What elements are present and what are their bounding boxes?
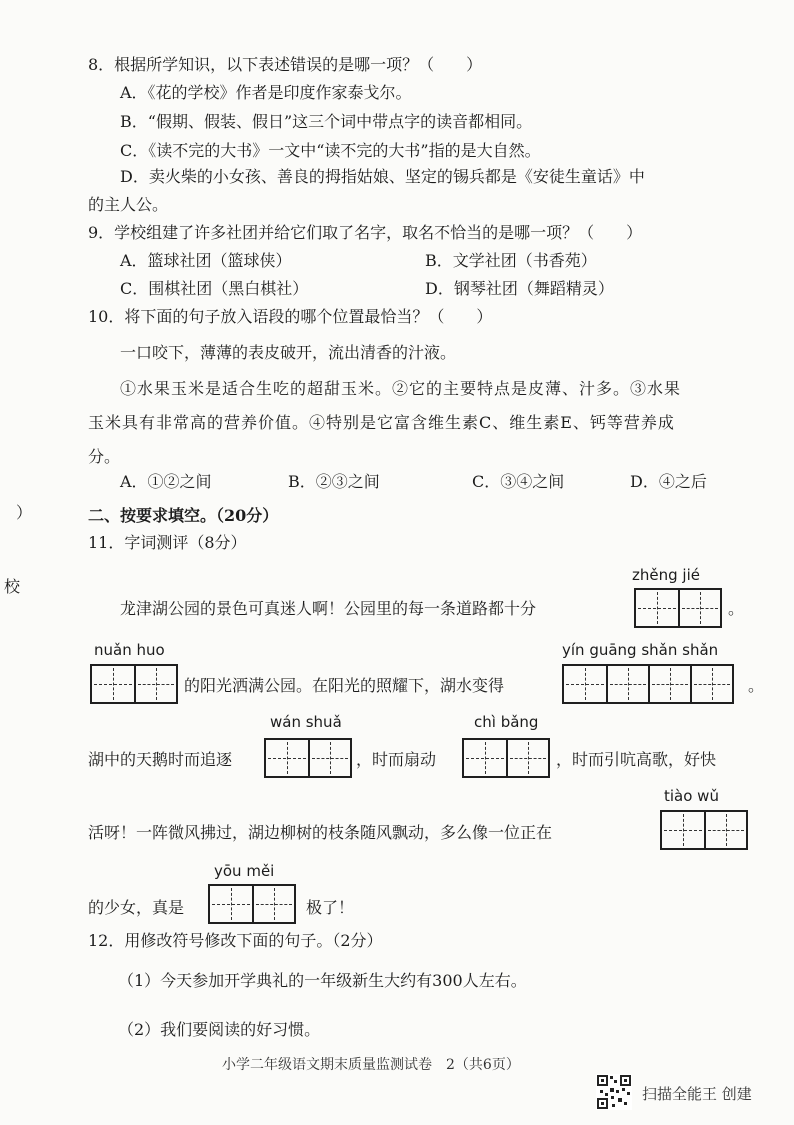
pinyin-yinguangshanshan: yín guāng shǎn shǎn bbox=[562, 641, 719, 659]
q9-option-b: B．文学社团（书香苑） bbox=[425, 251, 597, 270]
scanner-watermark: 扫描全能王 创建 bbox=[642, 1085, 752, 1103]
q8-option-b: B．“假期、假装、假日”这三个词中带点字的读音都相同。 bbox=[120, 112, 533, 131]
q11-text-line4: 活呀！一阵微风拂过，湖边柳树的枝条随风飘动，多么像一位正在 bbox=[88, 823, 553, 842]
q11-text-line2: 的阳光洒满公园。在阳光的照耀下，湖水变得 bbox=[184, 676, 505, 695]
q12-sentence-1: （1）今天参加开学典礼的一年级新生大约有300人左右。 bbox=[118, 971, 527, 990]
pinyin-youmei: yōu měi bbox=[214, 862, 275, 880]
answer-grid-chibang[interactable] bbox=[462, 738, 550, 778]
page-footer: 小学二年级语文期末质量监测试卷 2（共6页） bbox=[222, 1057, 520, 1073]
pinyin-nuanhuo: nuǎn huo bbox=[94, 641, 165, 659]
q8-option-a: A．《花的学校》作者是印度作家泰戈尔。 bbox=[120, 83, 412, 102]
q8-option-d-continued: 的主人公。 bbox=[88, 195, 169, 214]
q10-passage-line1: ①水果玉米是适合生吃的超甜玉米。②它的主要特点是皮薄、汁多。③水果 bbox=[120, 379, 682, 398]
margin-paren: ） bbox=[16, 503, 33, 522]
pinyin-zhengjie: zhěng jié bbox=[632, 566, 700, 584]
answer-grid-youmei[interactable] bbox=[208, 884, 296, 924]
answer-grid-tiaowu[interactable] bbox=[660, 810, 748, 850]
pinyin-tiaowu: tiào wǔ bbox=[664, 787, 719, 805]
q11-text-line5-b: 极了！ bbox=[306, 898, 355, 917]
q12-sentence-2: （2）我们要阅读的好习惯。 bbox=[118, 1020, 321, 1039]
q11-text-line3-b: ，时而扇动 bbox=[356, 750, 437, 769]
pinyin-chibang: chì bǎng bbox=[474, 713, 539, 731]
q8-stem: 8．根据所学知识，以下表述错误的是哪一项？（ ） bbox=[88, 55, 483, 74]
q9-option-d: D．钢琴社团（舞蹈精灵） bbox=[425, 279, 614, 298]
q10-option-a: A．①②之间 bbox=[120, 472, 212, 491]
q9-stem: 9．学校组建了许多社团并给它们取了名字，取名不恰当的是哪一项？（ ） bbox=[88, 223, 643, 242]
margin-school-char: 校 bbox=[4, 577, 21, 596]
q10-passage-line3: 分。 bbox=[88, 447, 121, 466]
answer-grid-zhengjie[interactable] bbox=[634, 588, 722, 628]
section-2-heading: 二、按要求填空。（20分） bbox=[88, 506, 279, 525]
answer-grid-nuanhuo[interactable] bbox=[90, 664, 178, 704]
answer-grid-wanshua[interactable] bbox=[264, 738, 352, 778]
q11-text-line2-end: 。 bbox=[748, 676, 765, 695]
q11-text-line3-a: 湖中的天鹅时而追逐 bbox=[88, 750, 233, 769]
q11-title: 11．字词测评（8分） bbox=[88, 533, 247, 552]
q9-option-a: A．篮球社团（篮球侠） bbox=[120, 251, 292, 270]
q8-option-d: D．卖火柴的小女孩、善良的拇指姑娘、坚定的锡兵都是《安徒生童话》中 bbox=[120, 167, 645, 186]
q8-option-c: C．《读不完的大书》一文中“读不完的大书”指的是大自然。 bbox=[120, 141, 541, 160]
q10-stem: 10．将下面的句子放入语段的哪个位置最恰当？（ ） bbox=[88, 307, 493, 326]
q10-sentence: 一口咬下，薄薄的表皮破开，流出清香的汁液。 bbox=[120, 343, 457, 362]
q12-title: 12．用修改符号修改下面的句子。（2分） bbox=[88, 931, 383, 950]
q10-option-c: C．③④之间 bbox=[472, 472, 565, 491]
pinyin-wanshua: wán shuǎ bbox=[270, 713, 342, 731]
q10-passage-line2: 玉米具有非常高的营养价值。④特别是它富含维生素C、维生素E、钙等营养成 bbox=[88, 413, 675, 432]
qr-code-icon bbox=[596, 1074, 632, 1110]
q11-text-line1: 龙津湖公园的景色可真迷人啊！公园里的每一条道路都十分 bbox=[120, 599, 537, 618]
answer-grid-yinguangshanshan[interactable] bbox=[562, 664, 734, 704]
q11-text-line1-end: 。 bbox=[728, 599, 745, 618]
q9-option-c: C．围棋社团（黑白棋社） bbox=[120, 279, 309, 298]
q11-text-line3-c: ，时而引吭高歌，好快 bbox=[556, 750, 717, 769]
q10-option-d: D．④之后 bbox=[630, 472, 707, 491]
q11-text-line5-a: 的少女，真是 bbox=[88, 898, 185, 917]
q10-option-b: B．②③之间 bbox=[288, 472, 380, 491]
